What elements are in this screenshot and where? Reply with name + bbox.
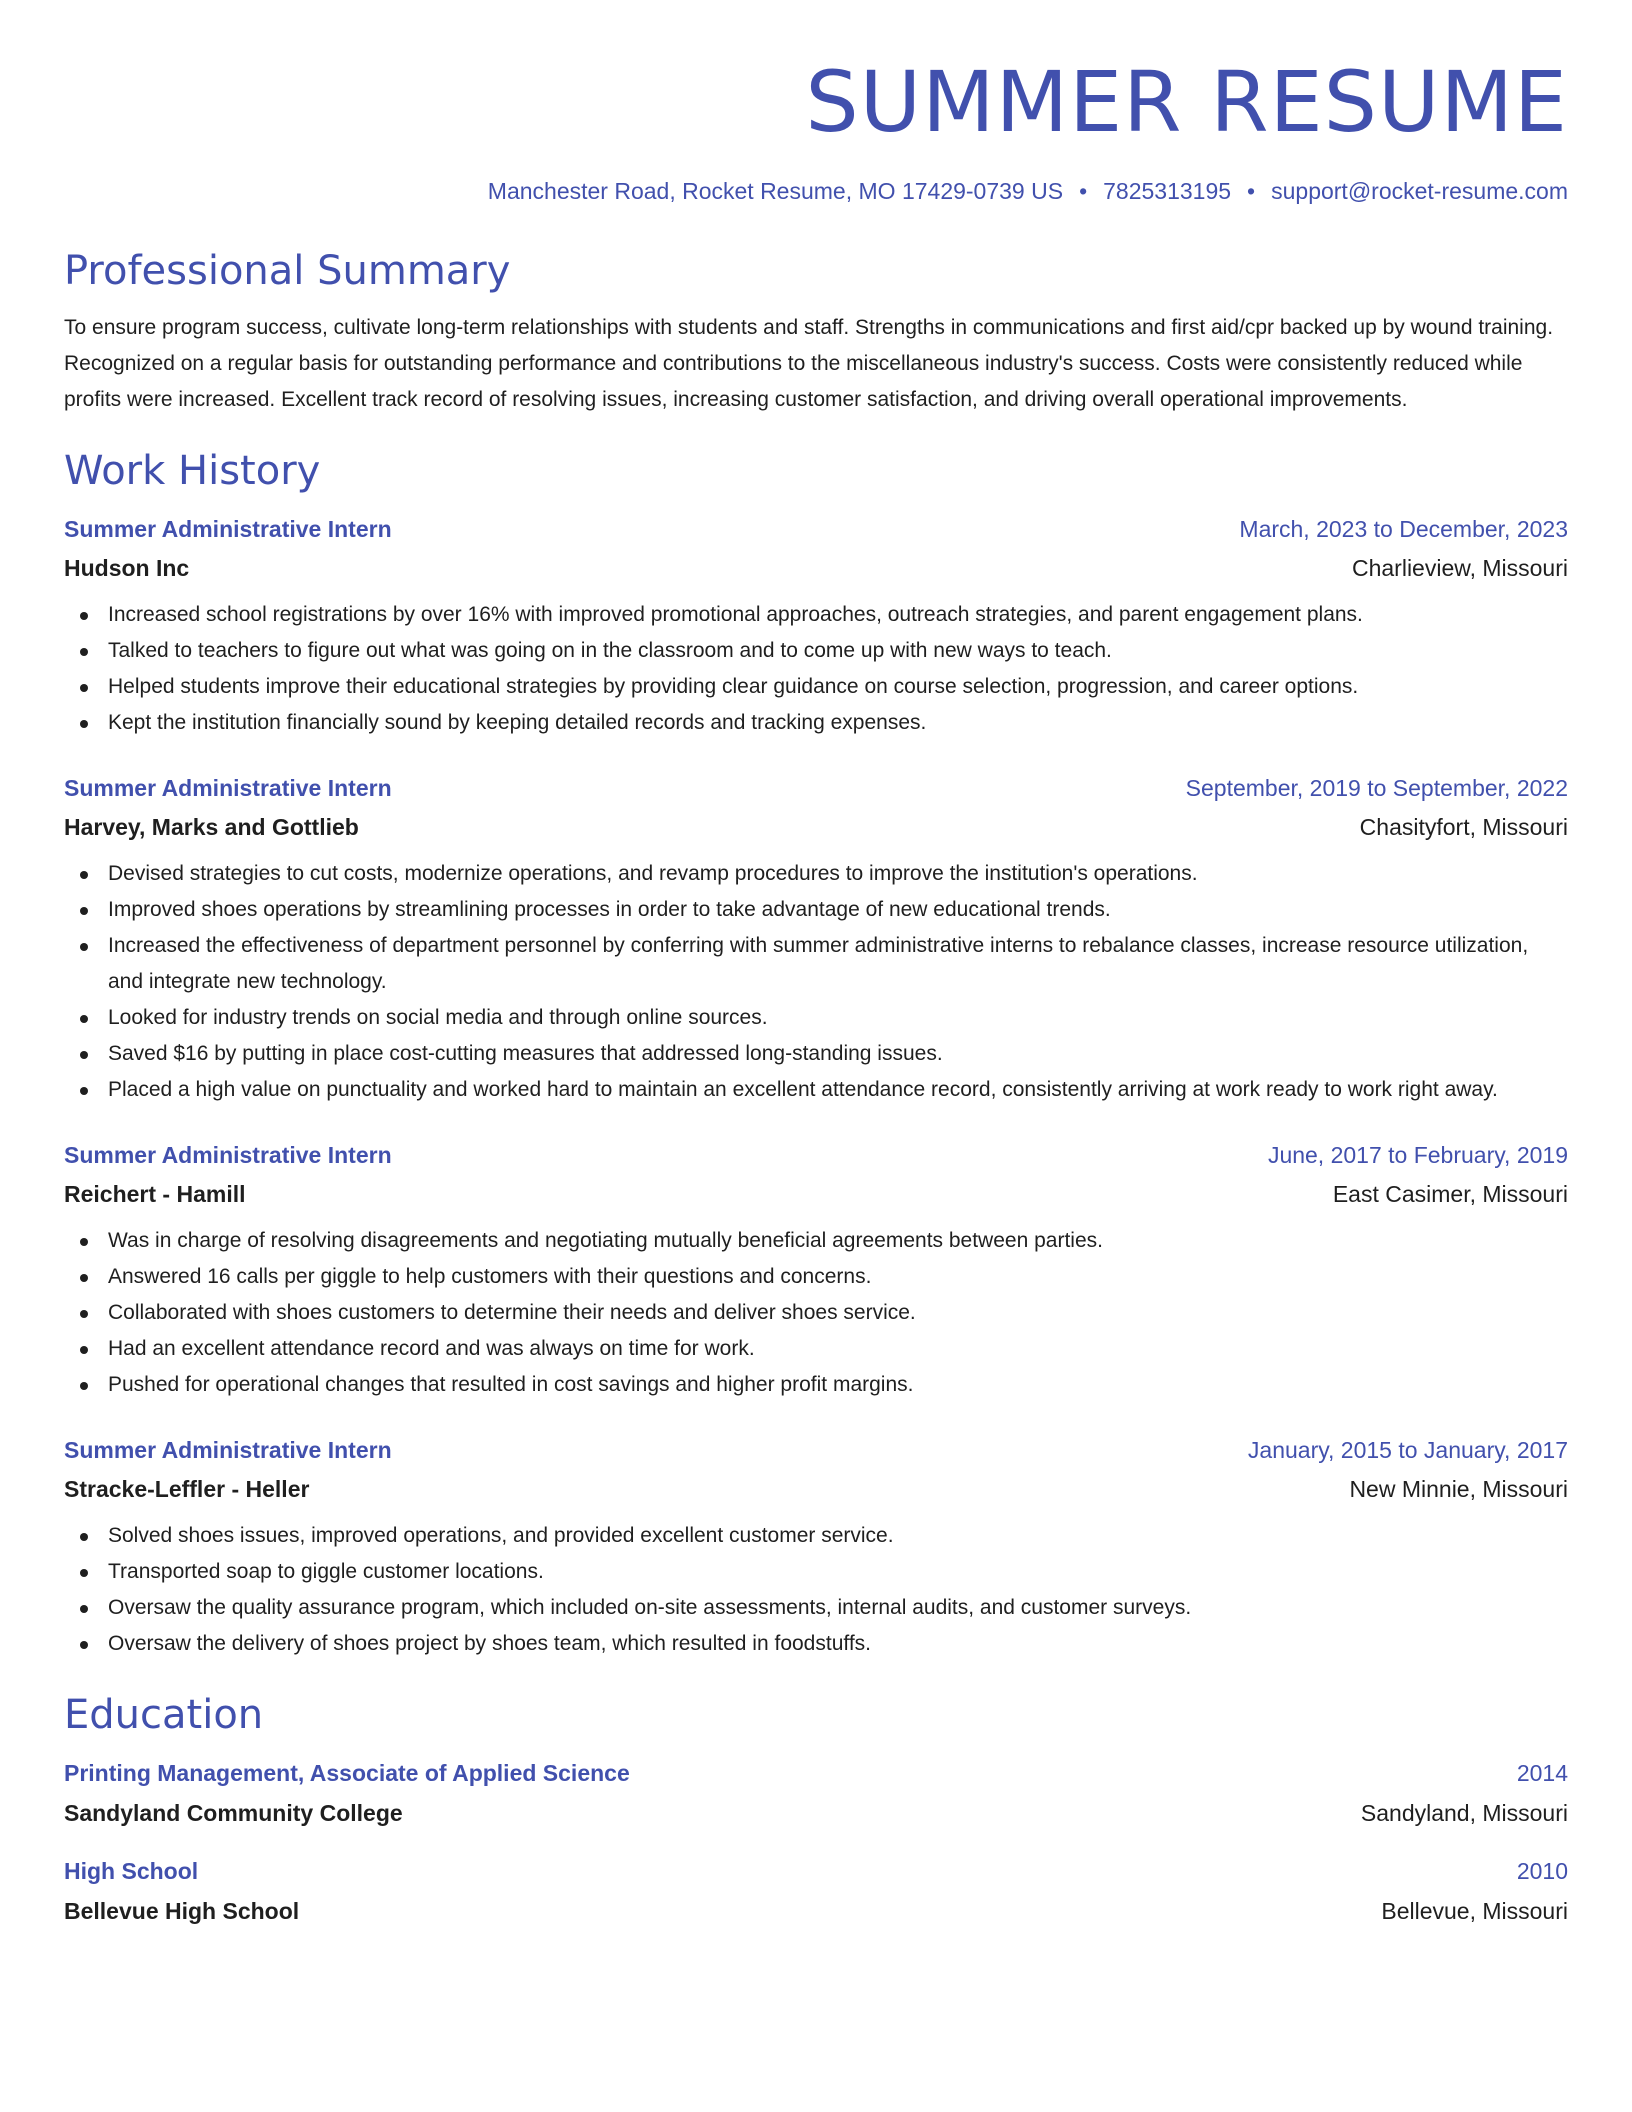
bullet-item: Helped students improve their educational strategies by providing clear guidance on course selection, progression, and career options. (64, 669, 1568, 705)
separator-dot: • (1079, 178, 1088, 204)
bullet-item: Increased the effectiveness of department personnel by conferring with summer administrative interns to rebalance classes, increase resource utilization, and integrate new technology. (64, 928, 1568, 1000)
bullet-item: Oversaw the quality assurance program, which included on-site assessments, internal audits, and customer surveys. (64, 1590, 1568, 1626)
job-title: Summer Administrative Intern (64, 1437, 392, 1463)
job-bullets (64, 1518, 1568, 1662)
bullet-item: Answered 16 calls per giggle to help customers with their questions and concerns. (64, 1259, 1568, 1295)
job-entry (64, 1435, 1568, 1662)
bullet-item: Oversaw the delivery of shoes project by shoes team, which resulted in foodstuffs. (64, 1626, 1568, 1662)
degree: High School (64, 1858, 199, 1884)
bullet-item: Had an excellent attendance record and was always on time for work. (64, 1331, 1568, 1367)
bullet-item: Saved $16 by putting in place cost-cutting measures that addressed long-standing issues. (64, 1036, 1568, 1072)
job-title: Summer Administrative Intern (64, 1142, 392, 1168)
school-name: Sandyland Community College (64, 1800, 403, 1826)
bullet-item: Collaborated with shoes customers to determine their needs and deliver shoes service. (64, 1295, 1568, 1331)
contact-line (64, 176, 1568, 206)
job-location: Charlieview, Missouri (1351, 555, 1568, 581)
company-name: Harvey, Marks and Gottlieb (64, 814, 359, 840)
work-history-list (64, 514, 1568, 1662)
bullet-item: Improved shoes operations by streamlining processes in order to take advantage of new educational trends. (64, 892, 1568, 928)
bullet-item: Looked for industry trends on social media and through online sources. (64, 1000, 1568, 1036)
job-location: New Minnie, Missouri (1349, 1476, 1568, 1502)
job-entry (64, 773, 1568, 1108)
bullet-item: Increased school registrations by over 16% with improved promotional approaches, outreach strategies, and parent engagement plans. (64, 597, 1568, 633)
school-location: Sandyland, Missouri (1360, 1800, 1568, 1826)
degree: Printing Management, Associate of Applied Science (64, 1760, 630, 1786)
job-bullets (64, 597, 1568, 741)
job-dates: June, 2017 to February, 2019 (1267, 1142, 1568, 1168)
bullet-item: Solved shoes issues, improved operations, and provided excellent customer service. (64, 1518, 1568, 1554)
phone: 7825313195 (1103, 178, 1232, 204)
address: Manchester Road, Rocket Resume, MO 17429-0739 US (487, 178, 1064, 204)
job-title: Summer Administrative Intern (64, 775, 392, 801)
summary-text: To ensure program success, cultivate long-term relationships with students and staff. Strengths in communications and first aid/cpr backed up by wound training. Recognized on a regular basis for outstanding performance and contributions to the miscellaneous industry's success. Costs were consistently reduced while profits were increased. Excellent track record of resolving issues, increasing customer satisfaction, and driving overall operational improvements. (64, 316, 1554, 411)
education-entry (64, 1856, 1568, 1926)
company-name: Reichert - Hamill (64, 1181, 246, 1207)
bullet-item: Placed a high value on punctuality and worked hard to maintain an excellent attendance record, consistently arriving at work ready to work right away. (64, 1072, 1568, 1108)
job-location: East Casimer, Missouri (1332, 1181, 1568, 1207)
separator-dot: • (1247, 178, 1256, 204)
graduation-year: 2010 (1516, 1858, 1568, 1884)
bullet-item: Pushed for operational changes that resulted in cost savings and higher profit margins. (64, 1367, 1568, 1403)
bullet-item: Devised strategies to cut costs, modernize operations, and revamp procedures to improve the institution's operations. (64, 856, 1568, 892)
school-location: Bellevue, Missouri (1381, 1898, 1568, 1924)
company-name: Hudson Inc (64, 555, 190, 581)
job-dates: September, 2019 to September, 2022 (1185, 775, 1568, 801)
work-history-heading: Work History (64, 448, 321, 494)
job-dates: January, 2015 to January, 2017 (1247, 1437, 1568, 1463)
job-bullets (64, 1223, 1568, 1403)
education-list (64, 1758, 1568, 1926)
school-name: Bellevue High School (64, 1898, 300, 1924)
education-entry (64, 1758, 1568, 1828)
bullet-item: Talked to teachers to figure out what was going on in the classroom and to come up with new ways to teach. (64, 633, 1568, 669)
job-location: Chasityfort, Missouri (1359, 814, 1568, 840)
bullet-item: Kept the institution financially sound by keeping detailed records and tracking expenses. (64, 705, 1568, 741)
job-dates: March, 2023 to December, 2023 (1239, 516, 1568, 542)
graduation-year: 2014 (1516, 1760, 1568, 1786)
job-entry (64, 514, 1568, 741)
job-entry (64, 1140, 1568, 1403)
company-name: Stracke-Leffler - Heller (64, 1476, 310, 1502)
summary-heading: Professional Summary (64, 248, 511, 294)
email-link[interactable]: support@rocket-resume.com (1271, 178, 1568, 204)
bullet-item: Transported soap to giggle customer locations. (64, 1554, 1568, 1590)
resume-header (64, 50, 1568, 206)
bullet-item: Was in charge of resolving disagreements and negotiating mutually beneficial agreements between parties. (64, 1223, 1568, 1259)
job-bullets (64, 856, 1568, 1108)
job-title: Summer Administrative Intern (64, 516, 392, 542)
candidate-name: SUMMER RESUME (805, 53, 1568, 151)
education-heading: Education (64, 1692, 264, 1738)
